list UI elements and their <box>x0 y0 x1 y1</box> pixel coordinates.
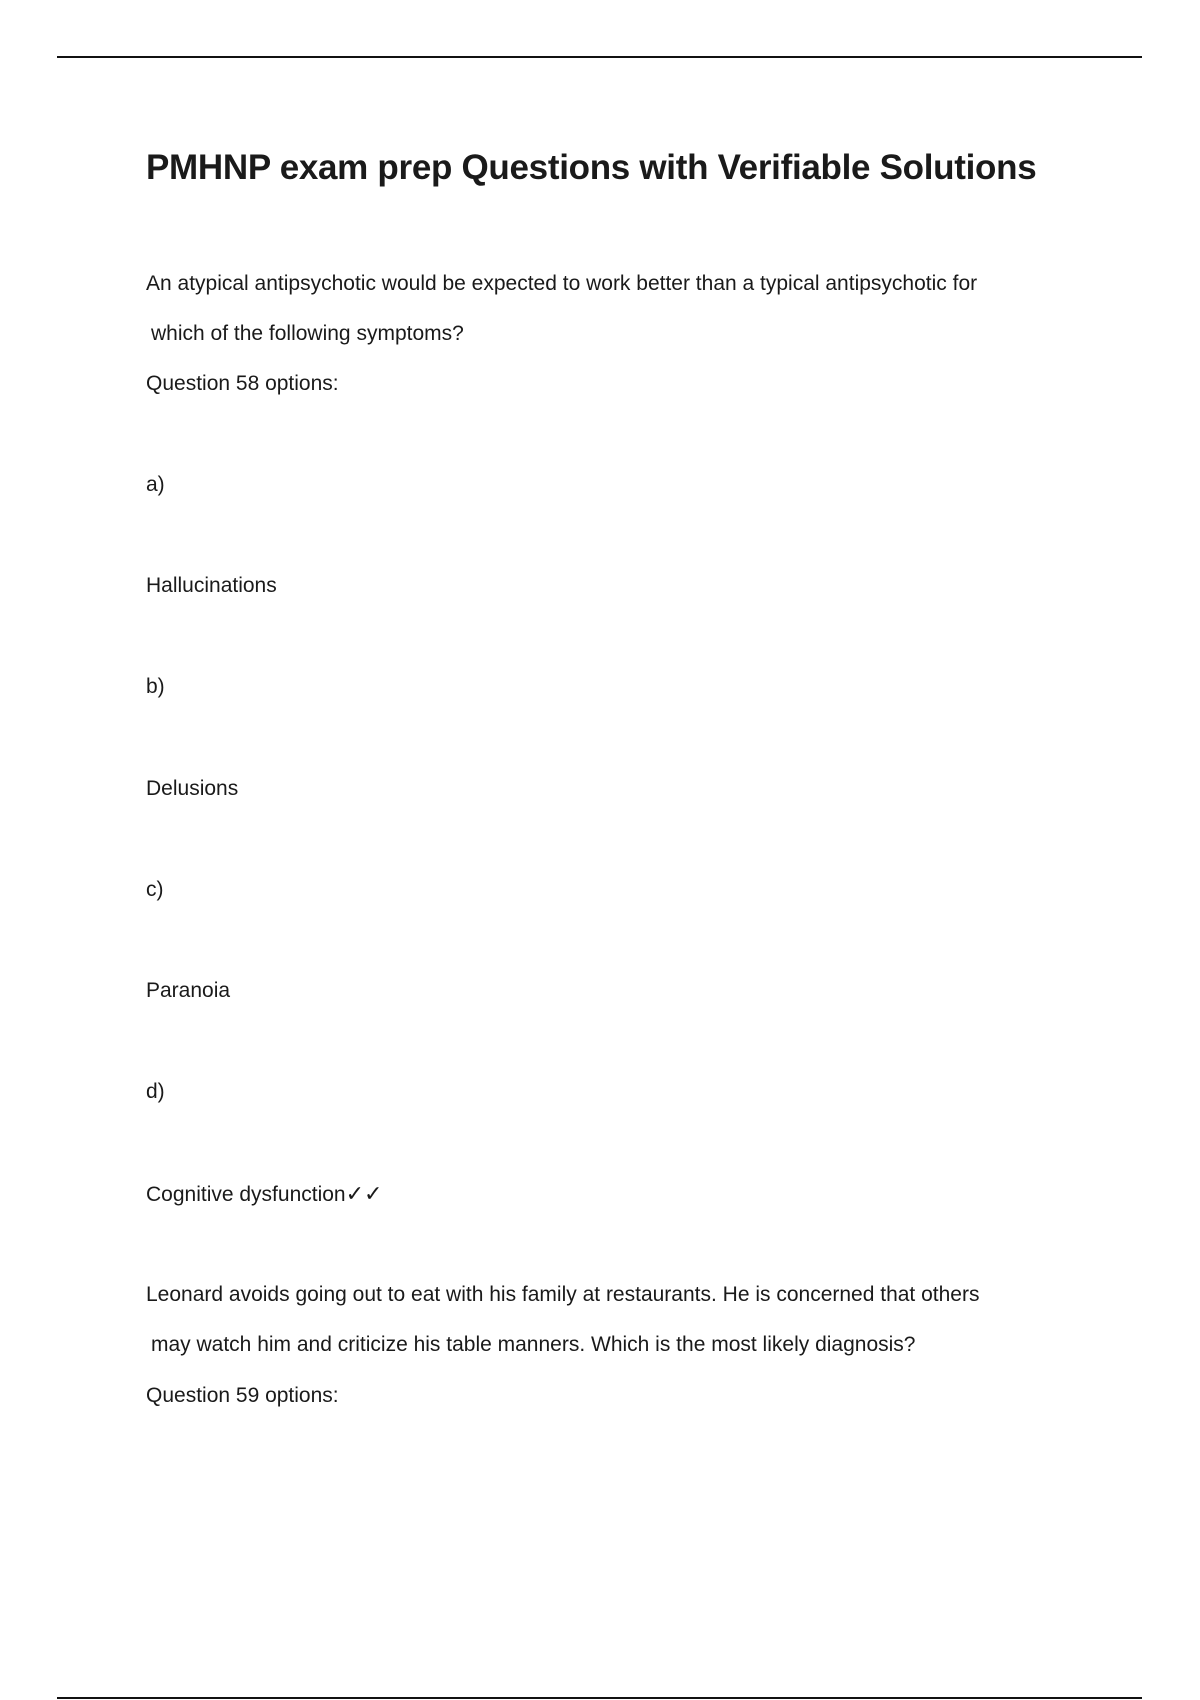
question-stem-line: Leonard avoids going out to eat with his family at restaurants. He is concerned that others <box>146 1283 980 1306</box>
option-text-d <box>146 1180 383 1209</box>
option-letter-d: d) <box>146 1080 165 1103</box>
option-text-a: Hallucinations <box>146 574 277 597</box>
option-text-c: Paranoia <box>146 979 231 1002</box>
option-text-b: Delusions <box>146 777 239 800</box>
option-text-d-label: Cognitive dysfunction <box>146 1183 346 1206</box>
question-stem-line: An atypical antipsychotic would be expected to work better than a typical antipsychotic for <box>146 272 978 295</box>
top-rule <box>57 56 1142 58</box>
option-letter-b: b) <box>146 675 165 698</box>
document-title: PMHNP exam prep Questions with Verifiable Solutions <box>146 148 1037 187</box>
correct-answer-check-icon: ✓✓ <box>345 1181 383 1206</box>
question-options-label: Question 59 options: <box>146 1384 339 1407</box>
bottom-rule <box>57 1697 1142 1699</box>
question-options-label: Question 58 options: <box>146 372 339 395</box>
question-stem-line: may watch him and criticize his table manners. Which is the most likely diagnosis? <box>151 1333 916 1356</box>
option-letter-a: a) <box>146 473 165 496</box>
question-stem-line: which of the following symptoms? <box>151 322 464 345</box>
option-letter-c: c) <box>146 878 164 901</box>
